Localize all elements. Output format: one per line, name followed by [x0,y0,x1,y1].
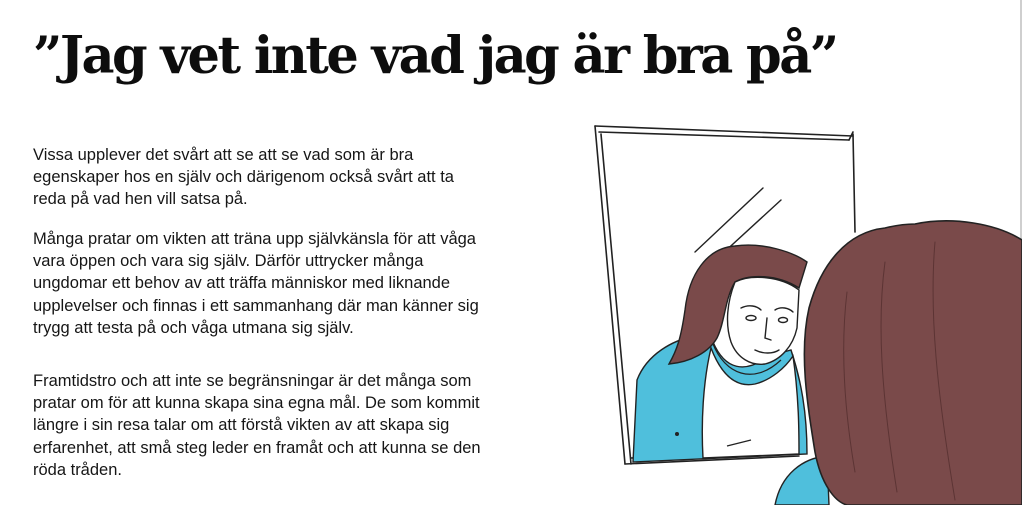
foreground-hair [804,221,1022,505]
paragraph-2: Många pratar om vikten att träna upp självkänsla för att våga vara öppen och vara sig själv. Därför uttrycker många ungdomar ett behov av att träffa människor med liknande upplevelser och finnas i ett sammanhang där man känner sig trygg att testa på och våga utmana sig själv. [33,230,479,337]
page-title: ”Jag vet inte vad jag är bra på” [33,26,837,86]
sweater-button [675,432,679,436]
paragraph-3: Framtidstro och att inte se begränsningar är det många som pratar om för att kunna skapa sina egna mål. De som kommit längre i sin resa talar om att förstå vikten av att skapa sig erfarenhet, att små steg leder en framåt och att kunna se den röda tråden. [33,372,481,479]
mirror-illustration [585,112,1022,505]
paragraph-1: Vissa upplever det svårt att se att se vad som är bra egenskaper hos en själv och därigenom också svårt att ta reda på vad hen vill satsa på. [33,146,454,209]
